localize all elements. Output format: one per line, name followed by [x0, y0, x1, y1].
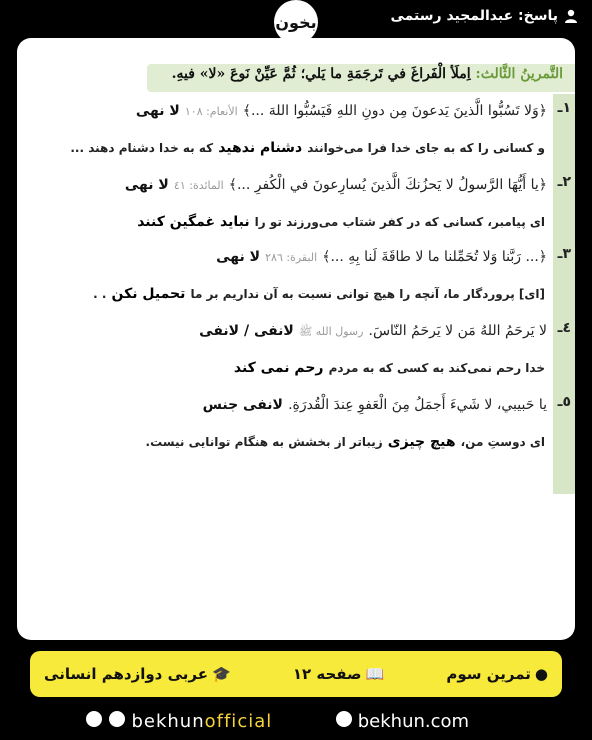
item-2-arabic: ﴿يا أَيُّهَا الرَّسولُ لا يَحزُنكَ الَّذينَ يُسارِعونَ في الْكُفرِ ...﴾ [228, 177, 547, 193]
user-icon: ● [534, 665, 548, 683]
item-4-persian: خدا رحم نمی‌کند به کسی که به مردم رحم نمی کند [233, 360, 545, 376]
item-3-ref: البقرة: ٢٨٦ [265, 251, 318, 264]
item-1-persian: و کسانی را که به جای خدا فرا می‌خوانند دشنام ندهید که به خدا دشنام دهند ... [70, 140, 545, 156]
item-1-type: لا نهی [135, 103, 180, 119]
exercise-label: التَّمرينُ الثَّالث: [475, 66, 563, 82]
item-5-arabic-row [203, 394, 547, 413]
item-1-arabic: ﴿وَلا تَسُبُّوا الَّذينَ يَدعونَ مِن دونِ اللهِ فَيَسُبُّوا اللهَ ...﴾ [242, 103, 547, 119]
exercise-title [172, 66, 563, 82]
item-3-arabic-row [216, 246, 547, 265]
item-5-type: لانفی جنس [202, 397, 283, 413]
footer-exercise: ● تمرین سوم [446, 665, 548, 683]
item-3-number: ٣ـ [557, 246, 571, 262]
svg-text:بخون: بخون [275, 13, 317, 32]
item-2-type: لا نهی [124, 177, 169, 193]
item-3-arabic: ﴿... رَبَّنا وَلا تُحَمِّلنا ما لا طاقَةَ لَنا بِهِ ...﴾ [322, 249, 547, 265]
content-card [17, 38, 575, 640]
item-1-arabic-row [136, 100, 547, 119]
exercise-instruction: اِملَأ الْفَراغَ في تَرجَمَةِ ما يَلي؛ ثُمَّ عَيِّنْ نَوعَ «لا» فيهِ. [171, 66, 471, 82]
answer-author: پاسخ: عبدالمجید رستمی [390, 8, 578, 24]
item-5-answer: هیچ چیزی [387, 434, 456, 450]
side-strip [553, 94, 575, 494]
item-3-persian: [ای] پروردگار ما، آنچه را هیچ توانی نسبت به آن نداریم بر ما تحمیل نکن . . [93, 286, 545, 302]
item-2-ref: المائدة: ٤١ [173, 179, 224, 192]
item-4-answer: رحم نمی کند [233, 360, 324, 376]
item-4-arabic-row [199, 320, 547, 341]
social-handle[interactable]: bekhunofficial [86, 711, 272, 732]
item-3-type: لا نهی [216, 249, 261, 265]
item-3-answer: تحمیل نکن [111, 286, 186, 302]
item-1-answer: دشنام ندهید [218, 140, 303, 156]
item-5-number: ٥ـ [557, 394, 571, 410]
item-4-type: لانفی / لانفی [199, 323, 294, 339]
item-2-number: ٢ـ [557, 174, 571, 190]
footer-course: 🎓 عربی دوازدهم انسانی [44, 665, 231, 683]
item-4-arabic: لا يَرحَمُ اللهُ مَن لا يَرحَمُ النّاسَ. [368, 323, 547, 339]
item-2-answer: نباید غمگین کنند [137, 214, 250, 230]
globe-icon [336, 711, 352, 727]
item-2-arabic-row [125, 174, 547, 193]
item-2-persian: ای پیامبر، کسانی که در کفر شتاب می‌ورزند تو را نباید غمگین کنند [137, 214, 545, 230]
item-1-ref: الأنعام: ١٠٨ [184, 105, 238, 118]
book-icon: 📖 [365, 665, 385, 683]
graduation-cap-icon: 🎓 [211, 665, 231, 683]
item-4-number: ٤ـ [557, 320, 571, 336]
item-4-ref: رسول الله ﷺ [298, 325, 364, 338]
website-link[interactable]: bekhun.com [336, 711, 469, 732]
telegram-icon [86, 711, 102, 727]
item-1-number: ١ـ [557, 100, 571, 116]
instagram-icon [109, 711, 125, 727]
footer-page: 📖 صفحه ۱۲ [292, 665, 385, 683]
item-5-persian: ای دوستِ من، هیچ چیزی زیباتر از بخشش به هنگام توانایی نیست. [145, 434, 545, 450]
bottom-bar [0, 708, 592, 740]
item-5-arabic: يا حَبيبي، لا شَيءَ أَجمَلُ مِنَ الْعَفوِ عِندَ الْقُدرَةِ. [288, 397, 547, 413]
user-icon [564, 9, 578, 23]
footer-info-bar [30, 651, 562, 697]
